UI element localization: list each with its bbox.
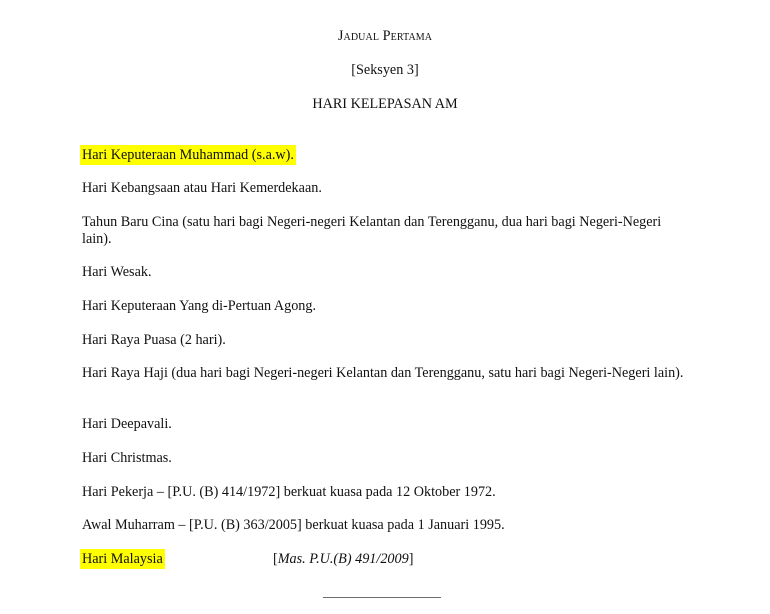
schedule-heading: Jadual Pertama: [337, 28, 433, 44]
holiday-entry: Hari Kebangsaan atau Hari Kemerdekaan.: [82, 180, 322, 196]
holiday-entry: Awal Muharram – [P.U. (B) 363/2005] berkuat kuasa pada 1 Januari 1995.: [82, 517, 505, 533]
holiday-entry: Hari Keputeraan Yang di-Pertuan Agong.: [82, 298, 317, 314]
end-of-schedule-rule: [323, 597, 441, 598]
amendment-citation: [273, 551, 413, 567]
holiday-entry: [82, 147, 692, 164]
holiday-entry: Hari Wesak.: [82, 264, 152, 280]
holiday-entry: Hari Raya Haji (dua hari bagi Negeri-negeri Kelantan dan Terengganu, satu hari bagi Negeri-Negeri lain).: [82, 365, 684, 381]
holiday-entry: Hari Raya Puasa (2 hari).: [82, 332, 226, 348]
holiday-entry: Tahun Baru Cina (satu hari bagi Negeri-negeri Kelantan dan Terengganu, dua hari bagi Negeri-Negeri lain).: [82, 214, 662, 247]
section-reference: [Seksyen 3]: [351, 62, 419, 78]
document-title: HARI KELEPASAN AM: [312, 96, 458, 112]
highlighted-text: Hari Keputeraan Muhammad (s.a.w).: [82, 147, 294, 163]
highlighted-text: Hari Malaysia: [82, 551, 163, 567]
citation-close-bracket: ]: [408, 551, 414, 567]
holiday-entry: Hari Deepavali.: [82, 416, 172, 432]
citation-open-bracket: [: [273, 551, 278, 567]
holiday-entry: Hari Pekerja – [P.U. (B) 414/1972] berkuat kuasa pada 12 Oktober 1972.: [82, 484, 496, 500]
citation-text: Mas. P.U.(B) 491/2009: [277, 551, 409, 567]
holiday-entry: Hari Christmas.: [82, 450, 172, 466]
